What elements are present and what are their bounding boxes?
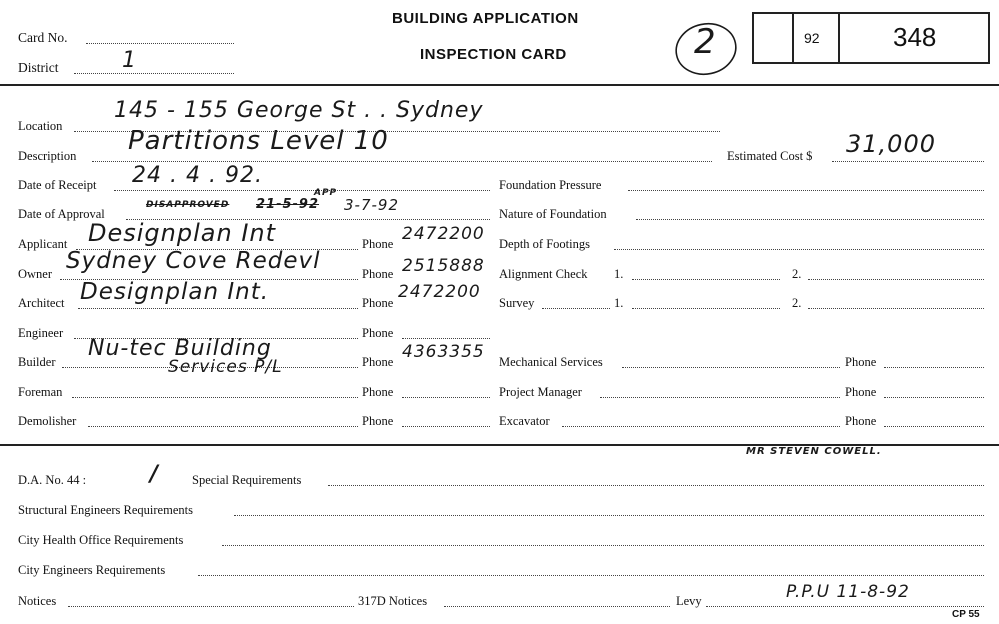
builder-value-line1: Nu-tec Building — [88, 336, 272, 361]
engineer-phone-line — [402, 338, 490, 339]
foundation-pressure-label: Foundation Pressure — [499, 178, 602, 192]
engineers-label: City Engineers Requirements — [18, 563, 166, 577]
survey-item1-line — [632, 308, 780, 309]
foreman-phone-line — [402, 397, 490, 398]
mechanical-line — [622, 367, 840, 368]
foreman-line — [72, 397, 358, 398]
district-label: District — [18, 60, 59, 75]
architect-phone: 2472200 — [398, 282, 481, 302]
description-value: Partitions Level 10 — [128, 126, 389, 156]
owner-phone-label: Phone — [362, 267, 394, 281]
owner-phone: 2515888 — [402, 256, 485, 276]
date-approval-value: 3-7-92 — [344, 196, 399, 214]
mechanical-label: Mechanical Services — [499, 355, 603, 369]
form-code: CP 55 — [952, 609, 980, 620]
alignment-check-label: Alignment Check — [499, 267, 588, 281]
builder-phone-label: Phone — [362, 355, 394, 369]
builder-value-line2: Services P/L — [168, 357, 283, 377]
health-label: City Health Office Requirements — [18, 533, 184, 547]
project-manager-phone-label: Phone — [845, 385, 877, 399]
title-line2: INSPECTION CARD — [420, 46, 567, 63]
special-note: MR STEVEN COWELL. — [746, 446, 882, 457]
description-label: Description — [18, 149, 77, 163]
depth-footings-label: Depth of Footings — [499, 237, 590, 251]
date-approval-label: Date of Approval — [18, 207, 105, 221]
project-manager-label: Project Manager — [499, 385, 582, 399]
date-approval-note: APP — [314, 188, 338, 198]
foreman-phone-label: Phone — [362, 385, 394, 399]
excavator-phone-label: Phone — [845, 414, 877, 428]
title-line1: BUILDING APPLICATION — [392, 10, 579, 27]
location-label: Location — [18, 119, 63, 133]
demolisher-phone-label: Phone — [362, 414, 394, 428]
estimated-cost-line — [832, 161, 984, 162]
reference-number: 348 — [893, 22, 937, 52]
survey-line — [542, 308, 610, 309]
owner-value: Sydney Cove Redevl — [66, 248, 321, 274]
nature-foundation-line — [636, 219, 984, 220]
demolisher-phone-line — [402, 426, 490, 427]
notices-label: Notices — [18, 594, 57, 608]
reference-divider — [838, 12, 840, 64]
notices-317d-line — [444, 606, 670, 607]
engineer-phone-label: Phone — [362, 326, 394, 340]
header-divider — [0, 84, 999, 86]
project-manager-phone-line — [884, 397, 984, 398]
survey-item2: 2. — [792, 296, 802, 310]
builder-label: Builder — [18, 355, 56, 369]
excavator-line — [562, 426, 840, 427]
description-line — [92, 161, 712, 162]
architect-label: Architect — [18, 296, 65, 310]
date-approval-struck1: DISAPPROVED — [146, 200, 230, 210]
applicant-phone: 2472200 — [402, 224, 485, 244]
architect-value: Designplan Int. — [80, 279, 270, 305]
circled-number: 2 — [694, 22, 717, 62]
architect-phone-label: Phone — [362, 296, 394, 310]
card-no-line — [86, 43, 234, 44]
da-no-label: D.A. No. 44 : — [18, 473, 87, 487]
mechanical-phone-line — [884, 367, 984, 368]
depth-footings-line — [614, 249, 984, 250]
survey-item1: 1. — [614, 296, 624, 310]
notices-line — [68, 606, 354, 607]
reference-year: 92 — [804, 30, 820, 46]
reference-box — [752, 12, 990, 64]
location-value: 145 - 155 George St . . Sydney — [114, 98, 484, 123]
reference-divider — [792, 12, 794, 64]
engineers-line — [198, 575, 984, 576]
excavator-phone-line — [884, 426, 984, 427]
notices-317d-label: 317D Notices — [358, 594, 428, 608]
applicant-phone-label: Phone — [362, 237, 394, 251]
levy-label: Levy — [676, 594, 702, 608]
da-mark: / — [150, 462, 160, 487]
demolisher-line — [88, 426, 358, 427]
architect-line — [78, 308, 358, 309]
date-receipt-label: Date of Receipt — [18, 178, 97, 192]
card-no-label: Card No. — [18, 30, 68, 45]
mechanical-phone-label: Phone — [845, 355, 877, 369]
estimated-cost-label: Estimated Cost $ — [727, 149, 813, 163]
owner-label: Owner — [18, 267, 53, 281]
levy-line — [706, 606, 984, 607]
special-label: Special Requirements — [192, 473, 302, 487]
date-receipt-value: 24 . 4 . 92. — [132, 163, 263, 188]
date-approval-struck2: 21-5-92 — [256, 197, 320, 212]
district-value: 1 — [122, 48, 137, 73]
applicant-value: Designplan Int — [88, 219, 277, 247]
alignment-item2-line — [808, 279, 984, 280]
structural-line — [234, 515, 984, 516]
project-manager-line — [600, 397, 840, 398]
district-line — [74, 73, 234, 74]
nature-foundation-label: Nature of Foundation — [499, 207, 607, 221]
alignment-item1: 1. — [614, 267, 624, 281]
demolisher-label: Demolisher — [18, 414, 77, 428]
structural-label: Structural Engineers Requirements — [18, 503, 193, 517]
special-line — [328, 485, 984, 486]
date-receipt-line — [114, 190, 490, 191]
survey-item2-line — [808, 308, 984, 309]
excavator-label: Excavator — [499, 414, 550, 428]
engineer-label: Engineer — [18, 326, 64, 340]
builder-phone: 4363355 — [402, 342, 485, 362]
applicant-label: Applicant — [18, 237, 68, 251]
levy-value: P.P.U 11-8-92 — [786, 582, 910, 602]
foundation-pressure-line — [628, 190, 984, 191]
alignment-item2: 2. — [792, 267, 802, 281]
health-line — [222, 545, 984, 546]
foreman-label: Foreman — [18, 385, 63, 399]
survey-label: Survey — [499, 296, 535, 310]
estimated-cost-value: 31,000 — [846, 130, 936, 158]
alignment-item1-line — [632, 279, 780, 280]
